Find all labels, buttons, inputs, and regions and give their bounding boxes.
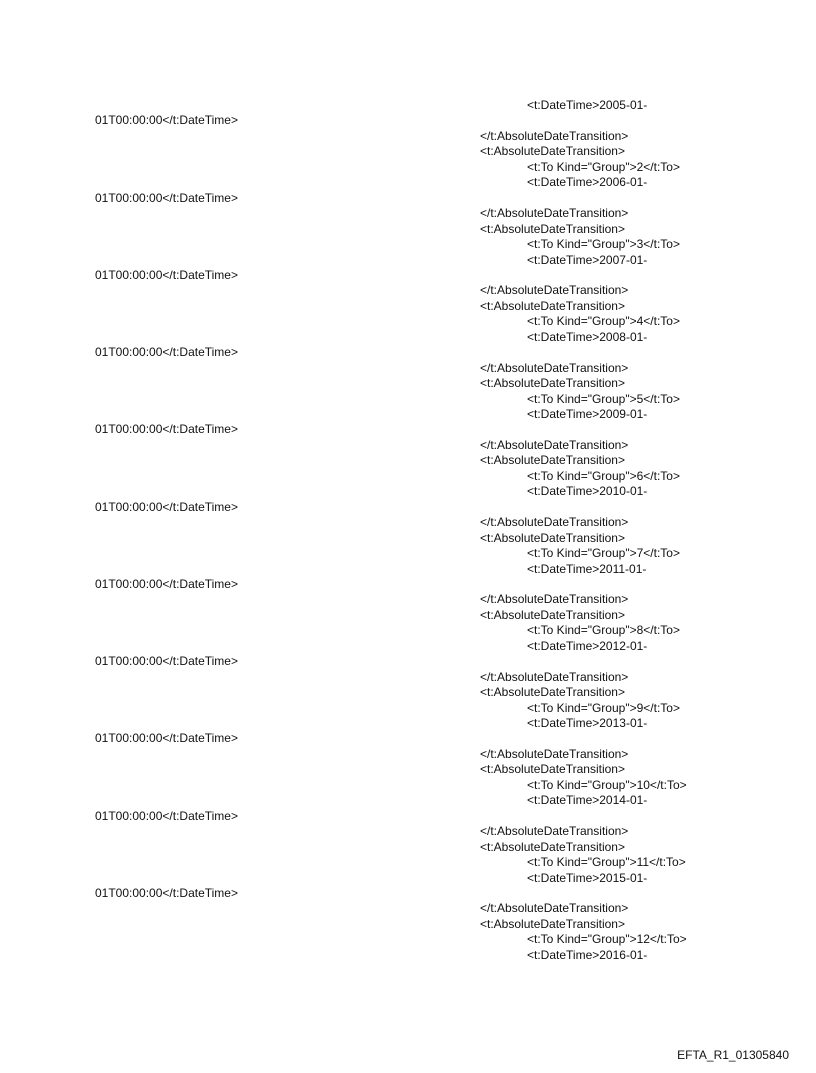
to-kind-line: <t:To Kind="Group">11</t:To> xyxy=(527,855,686,870)
to-kind-line: <t:To Kind="Group">6</t:To> xyxy=(527,468,680,483)
datetime-suffix-line: 01T00:00:00</t:DateTime> xyxy=(95,885,238,900)
to-kind-line: <t:To Kind="Group">2</t:To> xyxy=(527,159,680,174)
datetime-line: <t:DateTime>2008-01- xyxy=(527,329,648,344)
transition-open-line: <t:AbsoluteDateTransition> xyxy=(480,762,625,777)
to-kind-line: <t:To Kind="Group">10</t:To> xyxy=(527,777,687,792)
datetime-line: <t:DateTime>2006-01- xyxy=(527,175,648,190)
datetime-suffix-line: 01T00:00:00</t:DateTime> xyxy=(95,499,238,514)
datetime-suffix-line: 01T00:00:00</t:DateTime> xyxy=(95,113,238,128)
datetime-suffix-line: 01T00:00:00</t:DateTime> xyxy=(95,576,238,591)
to-kind-line: <t:To Kind="Group">5</t:To> xyxy=(527,391,680,406)
datetime-line: <t:DateTime>2013-01- xyxy=(527,716,648,730)
transition-open-line: <t:AbsoluteDateTransition> xyxy=(480,685,625,700)
datetime-line: <t:DateTime>2007-01- xyxy=(527,252,648,267)
datetime-line: <t:DateTime>2012-01- xyxy=(527,638,648,653)
transition-close-line: </t:AbsoluteDateTransition> xyxy=(480,669,629,684)
datetime-suffix-line: 01T00:00:00</t:DateTime> xyxy=(95,345,238,360)
transition-close-line: </t:AbsoluteDateTransition> xyxy=(480,206,629,221)
to-kind-line: <t:To Kind="Group">8</t:To> xyxy=(527,623,680,638)
to-kind-line: <t:To Kind="Group">4</t:To> xyxy=(527,314,680,329)
transition-open-line: <t:AbsoluteDateTransition> xyxy=(480,530,625,545)
transition-open-line: <t:AbsoluteDateTransition> xyxy=(480,607,625,622)
transition-open-line: <t:AbsoluteDateTransition> xyxy=(480,453,625,468)
to-kind-line: <t:To Kind="Group">9</t:To> xyxy=(527,700,680,715)
transition-open-line: <t:AbsoluteDateTransition> xyxy=(480,144,625,159)
datetime-suffix-line: 01T00:00:00</t:DateTime> xyxy=(95,190,238,205)
transition-open-line: <t:AbsoluteDateTransition> xyxy=(480,916,625,931)
transition-close-line: </t:AbsoluteDateTransition> xyxy=(480,746,629,761)
datetime-line: <t:DateTime>2009-01- xyxy=(527,407,648,421)
transition-close-line: </t:AbsoluteDateTransition> xyxy=(480,360,629,375)
transition-close-line: </t:AbsoluteDateTransition> xyxy=(480,824,629,839)
transition-close-line: </t:AbsoluteDateTransition> xyxy=(480,515,629,530)
datetime-suffix-line: 01T00:00:00</t:DateTime> xyxy=(95,808,238,823)
datetime-line: <t:DateTime>2014-01- xyxy=(527,793,648,808)
to-kind-line: <t:To Kind="Group">12</t:To> xyxy=(527,932,687,947)
transition-open-line: <t:AbsoluteDateTransition> xyxy=(480,376,625,391)
to-kind-line: <t:To Kind="Group">7</t:To> xyxy=(527,546,680,561)
datetime-line: <t:DateTime>2011-01- xyxy=(527,561,647,576)
transition-close-line: </t:AbsoluteDateTransition> xyxy=(480,592,629,607)
bates-number: EFTA_R1_01305840 xyxy=(677,1048,789,1062)
datetime-line: <t:DateTime>2016-01- xyxy=(527,947,648,962)
datetime-suffix-line: 01T00:00:00</t:DateTime> xyxy=(95,731,238,746)
datetime-line: <t:DateTime>2010-01- xyxy=(527,484,648,499)
datetime-line: <t:DateTime>2015-01- xyxy=(527,870,648,885)
to-kind-line: <t:To Kind="Group">3</t:To> xyxy=(527,237,680,252)
datetime-suffix-line: 01T00:00:00</t:DateTime> xyxy=(95,654,238,669)
datetime-suffix-line: 01T00:00:00</t:DateTime> xyxy=(95,422,238,437)
transition-open-line: <t:AbsoluteDateTransition> xyxy=(480,839,625,854)
transition-open-line: <t:AbsoluteDateTransition> xyxy=(480,298,625,313)
transition-close-line: </t:AbsoluteDateTransition> xyxy=(480,128,629,143)
datetime-suffix-line: 01T00:00:00</t:DateTime> xyxy=(95,267,238,282)
transition-close-line: </t:AbsoluteDateTransition> xyxy=(480,901,629,916)
datetime-line: <t:DateTime>2005-01- xyxy=(527,98,648,112)
transition-open-line: <t:AbsoluteDateTransition> xyxy=(480,221,625,236)
transition-close-line: </t:AbsoluteDateTransition> xyxy=(480,437,629,452)
transition-close-line: </t:AbsoluteDateTransition> xyxy=(480,283,629,298)
